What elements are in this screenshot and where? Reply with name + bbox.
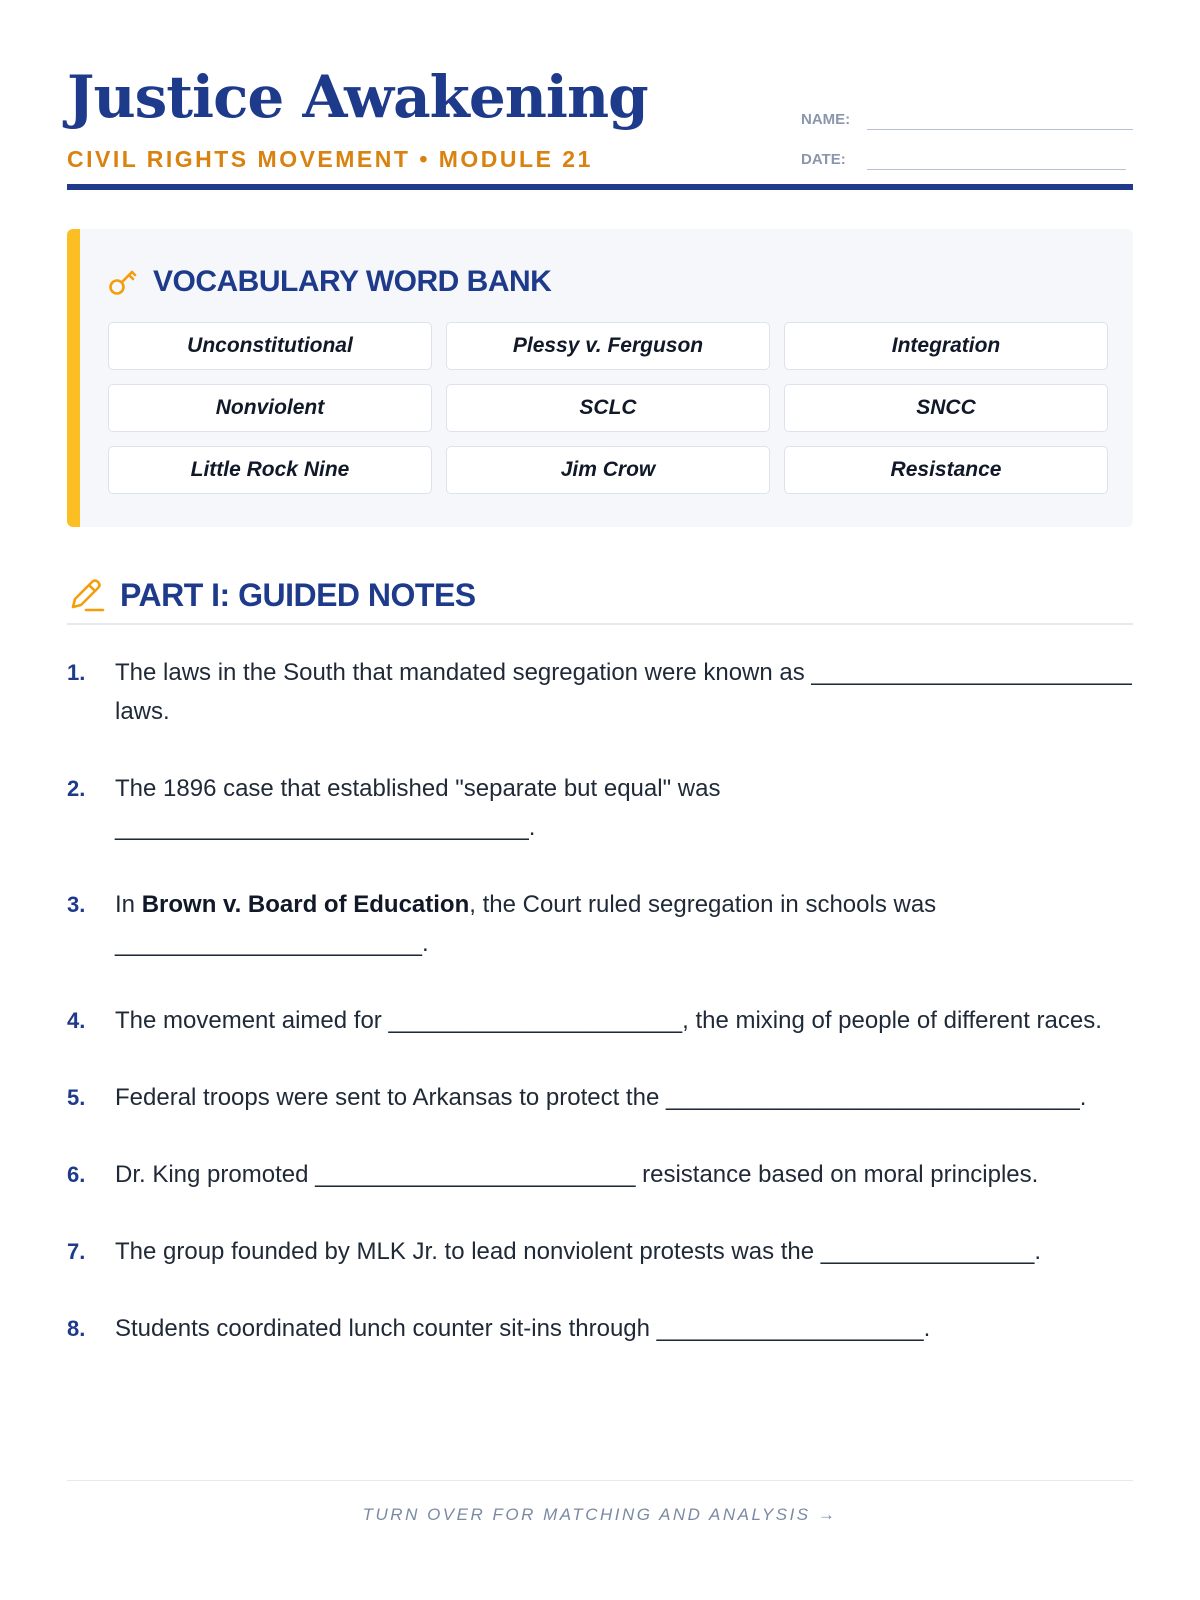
answer-blank[interactable]: ________________ (820, 1238, 1035, 1265)
question-prompt: Federal troops were sent to Arkansas to protect the (115, 1084, 666, 1111)
date-label: DATE: (801, 151, 846, 168)
answer-blank[interactable]: _______________________________ (115, 814, 529, 841)
answer-blank[interactable]: _______________________________ (665, 1084, 1080, 1111)
question-prompt: Dr. King promoted (115, 1161, 316, 1188)
worksheet-header (67, 60, 1133, 190)
part-one-heading (67, 567, 1133, 625)
key-icon (107, 266, 139, 298)
question-prompt: In (115, 891, 142, 918)
question-number: 1. (67, 660, 86, 685)
question-ending: . (1079, 1084, 1087, 1111)
question-number: 7. (67, 1239, 86, 1264)
name-row (801, 90, 1133, 130)
case-name: Brown v. Board of Education (141, 891, 470, 918)
worksheet-footer (67, 1480, 1133, 1525)
answer-blank[interactable]: ________________________ (811, 659, 1132, 686)
word-bank-item: SNCC (784, 384, 1108, 432)
question-prompt: Students coordinated lunch counter sit-ins through (115, 1315, 657, 1342)
vocab-title: VOCABULARY WORD BANK (153, 265, 552, 298)
question-prompt-continued: , the Court ruled segregation in schools was (469, 891, 937, 918)
question-number: 8. (67, 1316, 86, 1341)
word-bank-grid (108, 322, 1088, 494)
answer-blank[interactable]: ________________________ (315, 1161, 636, 1188)
question-ending: resistance based on moral principles. (635, 1161, 1039, 1188)
word-bank-item: SCLC (446, 384, 770, 432)
question-ending: . (1034, 1238, 1041, 1265)
question-item (67, 653, 1133, 731)
question-item (67, 1232, 1133, 1271)
question-item (67, 1309, 1133, 1348)
question-text (115, 885, 1133, 963)
question-prompt: The group founded by MLK Jr. to lead nonviolent protests was the (115, 1238, 821, 1265)
question-item (67, 885, 1133, 963)
question-ending: . (422, 930, 429, 957)
question-ending: laws. (115, 698, 170, 725)
word-bank-item: Jim Crow (446, 446, 770, 494)
date-field[interactable] (867, 149, 1126, 170)
question-number: 3. (67, 892, 86, 917)
vocab-heading (107, 265, 551, 299)
question-item (67, 1078, 1133, 1117)
question-ending: . (923, 1315, 931, 1342)
question-item (67, 769, 1133, 847)
name-field[interactable] (867, 109, 1133, 130)
question-text (115, 1078, 1133, 1117)
question-text (115, 769, 1133, 847)
question-number: 5. (67, 1085, 86, 1110)
question-prompt: The 1896 case that established "separate but equal" was (115, 775, 721, 802)
question-ending: , the mixing of people of different races. (682, 1007, 1102, 1034)
turn-over-note: TURN OVER FOR MATCHING AND ANALYSIS → (362, 1505, 838, 1524)
answer-blank[interactable]: ______________________ (388, 1007, 683, 1034)
word-bank-item: Integration (784, 322, 1108, 370)
question-text (115, 1001, 1133, 1040)
guided-notes-list (67, 653, 1133, 1348)
word-bank-item: Nonviolent (108, 384, 432, 432)
part-one-title: PART I: GUIDED NOTES (120, 576, 476, 613)
question-text (115, 1309, 1133, 1348)
vocabulary-word-bank (67, 229, 1133, 527)
question-text (115, 1155, 1133, 1194)
question-number: 6. (67, 1162, 86, 1187)
question-number: 2. (67, 776, 86, 801)
question-item (67, 1155, 1133, 1194)
worksheet-title: Justice Awakening (67, 63, 648, 131)
word-bank-item: Plessy v. Ferguson (446, 322, 770, 370)
answer-blank[interactable]: ____________________ (656, 1315, 924, 1342)
date-row (801, 130, 1133, 170)
word-bank-item: Unconstitutional (108, 322, 432, 370)
word-bank-item: Resistance (784, 446, 1108, 494)
pencil-icon (67, 576, 105, 614)
answer-blank[interactable]: _______________________ (115, 930, 422, 957)
question-prompt: The movement aimed for (115, 1007, 389, 1034)
name-label: NAME: (801, 111, 851, 128)
worksheet-subtitle: CIVIL RIGHTS MOVEMENT • MODULE 21 (67, 146, 593, 172)
vocab-accent-bar (67, 229, 80, 527)
question-ending: . (528, 814, 536, 841)
question-number: 4. (67, 1008, 86, 1033)
question-item (67, 1001, 1133, 1040)
question-text (115, 653, 1133, 731)
word-bank-item: Little Rock Nine (108, 446, 432, 494)
question-text (115, 1232, 1133, 1271)
student-info (801, 90, 1133, 170)
question-prompt: The laws in the South that mandated segregation were known as (115, 659, 812, 686)
